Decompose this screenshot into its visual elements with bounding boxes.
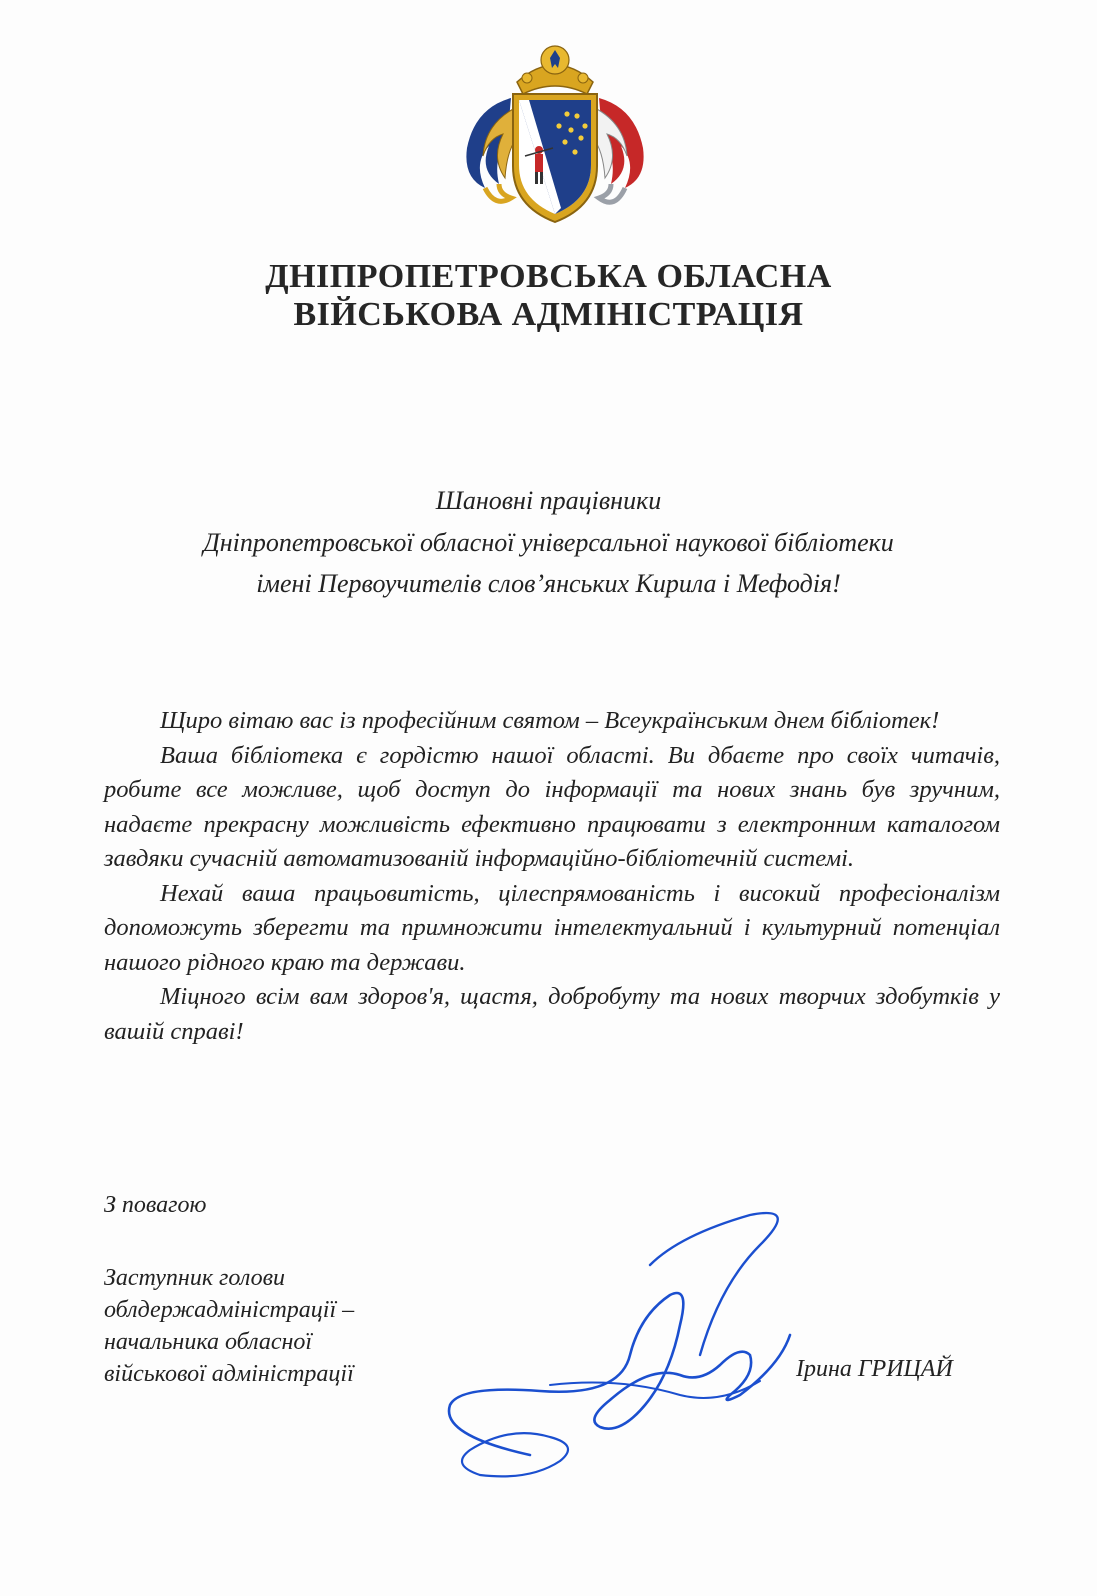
body-paragraph: Нехай ваша працьовитість, цілеспрямованість і високий професіоналізм допоможуть зберегти та примножити інтелектуальний і культурний потенціал нашого рідного краю та держави.: [104, 879, 1000, 976]
left-supporter-icon: [466, 98, 517, 201]
right-supporter-icon: [593, 98, 644, 202]
signatory-title: [104, 1262, 354, 1390]
organization-title-line1: ДНІПРОПЕТРОВСЬКА ОБЛАСНА: [265, 258, 832, 295]
signatory-title-line: Заступник голови: [104, 1265, 285, 1291]
closing-phrase: З повагою: [104, 1192, 207, 1218]
coat-of-arms-emblem: [455, 38, 655, 230]
address-line2: Дніпропетровської обласної універсальної наукової бібліотеки: [203, 528, 894, 557]
organization-title-line2: ВІЙСЬКОВА АДМІНІСТРАЦІЯ: [293, 296, 804, 333]
crown-icon: [517, 46, 593, 94]
body-paragraph: Щиро вітаю вас із професійним святом – Всеукраїнським днем бібліотек!: [160, 707, 940, 734]
body-paragraph: Ваша бібліотека є гордістю нашої області. Ви дбаєте про своїх читачів, робите все можливе, щоб доступ до інформації та нових знань був зручним, надаєте прекрасну можливість ефективно працювати з електронним каталогом завдяки сучасній автоматизованій інформаційно-бібліотечній системі.: [104, 741, 1000, 872]
body-paragraph: Міцного всім вам здоров'я, щастя, добробуту та нових творчих здобутків у вашій справі!: [104, 983, 1000, 1045]
signatory-name: Ірина ГРИЦАЙ: [796, 1356, 953, 1382]
handwritten-signature: [420, 1205, 980, 1505]
signatory-title-line: військової адміністрації: [104, 1361, 354, 1387]
signatory-title-line: облдержадміністрації –: [104, 1297, 355, 1323]
address-line3: імені Первоучителів слов’янських Кирила і Мефодія!: [256, 569, 841, 598]
shield-icon: [513, 94, 597, 222]
letter-body: [104, 704, 1000, 1049]
address-line1: Шановні працівники: [435, 486, 662, 515]
signatory-title-line: начальника обласної: [104, 1329, 313, 1355]
